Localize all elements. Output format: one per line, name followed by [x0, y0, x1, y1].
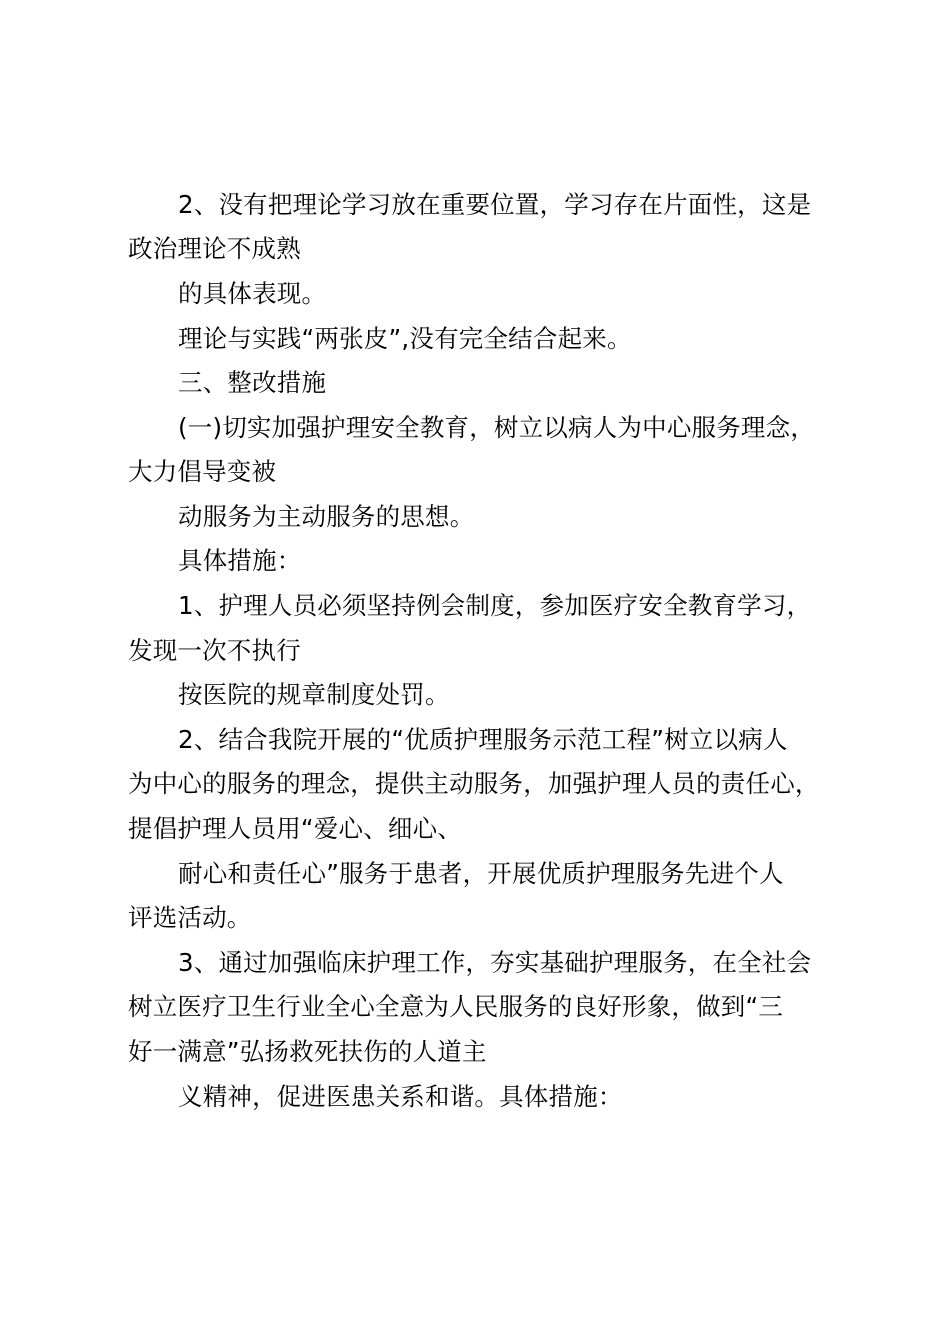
paragraph-line: 3、通过加强临床护理工作，夯实基础护理服务，在全社会	[178, 948, 812, 977]
paragraph-line: 义精神，促进医患关系和谐。具体措施：	[178, 1082, 623, 1111]
paragraph-line: 动服务为主动服务的思想。	[178, 502, 475, 531]
paragraph-line: 理论与实践“两张皮”,没有完全结合起来。	[178, 324, 632, 353]
paragraph-line: 好一满意”弘扬救死扶伤的人道主	[128, 1037, 487, 1066]
paragraph-line: 具体措施：	[178, 546, 302, 575]
paragraph-line: 2、没有把理论学习放在重要位置，学习存在片面性，这是	[178, 190, 812, 219]
paragraph-line: 政治理论不成熟	[128, 234, 301, 263]
section-heading: 三、整改措施	[178, 368, 327, 397]
paragraph-line: 评选活动。	[128, 903, 252, 932]
paragraph-line: 2、结合我院开展的“优质护理服务示范工程”树立以病人	[178, 725, 788, 754]
paragraph-line: 1、护理人员必须坚持例会制度，参加医疗安全教育学习，	[178, 591, 812, 620]
paragraph-line: 提倡护理人员用“爱心、细心、	[128, 814, 462, 843]
paragraph-line: 大力倡导变被	[128, 457, 277, 486]
paragraph-line: 树立医疗卫生行业全心全意为人民服务的良好形象，做到“三	[128, 992, 784, 1021]
paragraph-line: 耐心和责任心”服务于患者，开展优质护理服务先进个人	[178, 859, 784, 888]
paragraph-line: 发现一次不执行	[128, 636, 301, 665]
paragraph-line: (一)切实加强护理安全教育，树立以病人为中心服务理念，	[178, 413, 816, 442]
paragraph-line: 为中心的服务的理念，提供主动服务，加强护理人员的责任心，	[128, 769, 820, 798]
paragraph-line: 按医院的规章制度处罚。	[178, 680, 450, 709]
paragraph-line: 的具体表现。	[178, 279, 327, 308]
